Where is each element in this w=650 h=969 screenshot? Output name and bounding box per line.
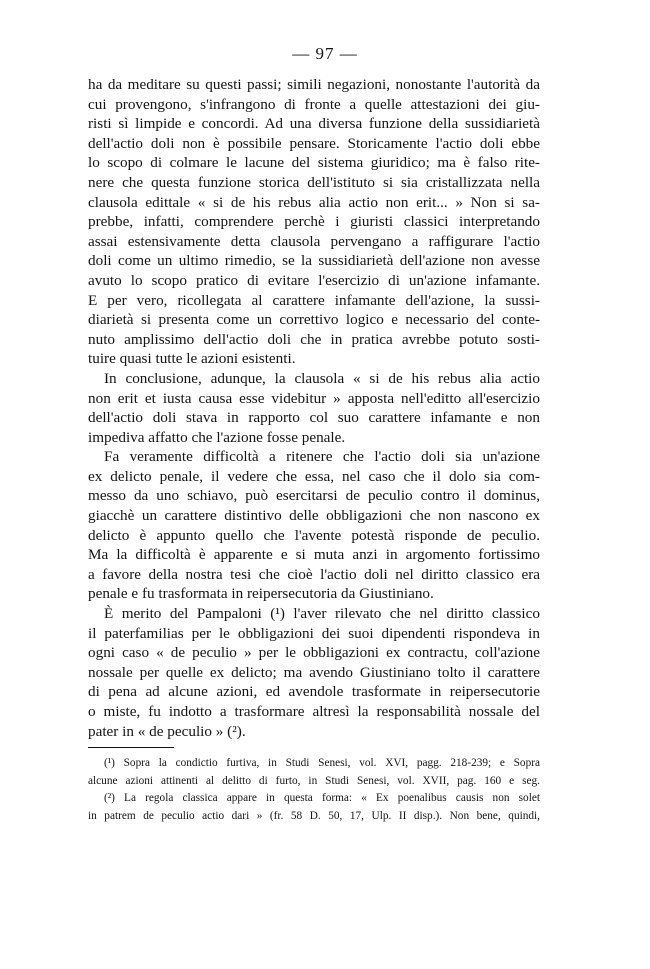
text-line: delicto è appunto quello che l'avente potestà risponde de peculio. [88,526,540,544]
text-line: messo da uno schiavo, può esercitarsi de peculio contro il dominus, [88,487,540,505]
text-line: tuire quasi tutte le azioni esistenti. [88,350,296,368]
page-number: — 97 — [292,44,358,63]
text-line: È merito del Pampaloni (¹) l'aver rilevato che nel diritto classico [104,605,540,623]
text-line: clausola edittale « si de his rebus alia actio non erit... » Non si sa- [88,193,540,211]
footnote-line: (²) La regola classica appare in questa forma: « Ex poenalibus causis non solet [104,792,540,804]
text-line: di pena ad alcune azioni, ed avendole trasformate in reipersecutorie [88,683,540,701]
text-line: il paterfamilias per le obbligazioni dei suoi dipendenti rispondeva in [88,624,540,642]
text-line: cui provengono, s'infrangono di fronte a quelle attestazioni dei giu- [88,95,540,113]
text-line: nuto amplissimo dell'actio doli che in pratica avrebbe potuto sosti- [88,330,540,348]
text-line: pater in « de peculio » (²). [88,722,246,740]
footnote-divider [88,747,174,748]
text-line: nere che questa funzione storica dell'istituto si sia cristallizzata nella [88,173,540,191]
footnotes [88,755,540,825]
footnote-line: (¹) Sopra la condictio furtiva, in Studi Senesi, vol. XVI, pagg. 218-239; e Sopra [104,757,540,769]
text-line: prebbe, infatti, comprendere perchè i giuristi classici interpretando [88,213,540,231]
text-line: penale e fu trasformata in reipersecutoria da Giustiniano. [88,585,434,603]
text-line: impediva affatto che l'azione fosse penale. [88,428,346,446]
text-line: giacchè un carattere distintivo delle obbligazioni che non nascono ex [88,507,540,525]
text-line: ogni caso « de peculio » per le obbligazioni ex contractu, coll'azione [88,644,540,662]
text-line: ha da meditare su questi passi; simili negazioni, nonostante l'autorità da [88,76,540,93]
text-line: ex delicto penale, il vedere che essa, nel caso che il dolo sia com- [88,467,540,485]
text-line: Fa veramente difficoltà a ritenere che l'actio doli sia un'azione [104,448,540,466]
footnote-line: in patrem de peculio actio dari » (fr. 58 D. 50, 17, Ulp. II disp.). Non bene, quindi, [88,809,540,822]
text-line: doli come un ultimo rimedio, se la sussidiarietà dell'azione non avesse [88,252,540,270]
text-line: diarietà si presenta come un correttivo logico e necessario del conte- [88,311,540,329]
text-line: E per vero, ricollegata al carattere infamante dell'azione, la sussi- [88,291,540,309]
text-line: lo scopo di colmare le lacune del sistema giuridico; ma è falso rite- [88,154,540,172]
text-line: non erit et iusta causa esse videbitur » apposta nell'editto all'esercizio [88,389,540,407]
text-line: Ma la difficoltà è apparente e si muta anzi in argomento fortissimo [88,546,540,564]
text-line: dell'actio doli non è possibile pensare. Storicamente l'actio doli ebbe [88,134,540,152]
text-line: nossale per quelle ex delicto; ma avendo Giustiniano tolto il carattere [88,663,540,681]
text-line: avuto lo scopo pratico di evitare l'esercizio di un'azione infamante. [88,271,540,289]
text-line: o miste, fu indotto a trasformare altresì la responsabilità nossale del [88,703,540,720]
text-line: assai estensivamente detta clausola pervengano a raffigurare l'actio [88,232,540,250]
text-line: dell'actio doli stava in rapporto col suo carattere infamante e non [88,409,540,427]
text-line: a favore della nostra tesi che cioè l'actio doli nel diritto classico era [88,565,540,583]
text-line: risti sì limpide e concordi. Ad una diversa funzione della sussidiarietà [88,115,540,133]
text-line: In conclusione, adunque, la clausola « si de his rebus alia actio [104,369,540,387]
main-text [88,75,540,741]
footnote-line: alcune azioni attinenti al delitto di furto, in Studi Senesi, vol. XVII, pag. 160 e seg. [88,774,540,787]
